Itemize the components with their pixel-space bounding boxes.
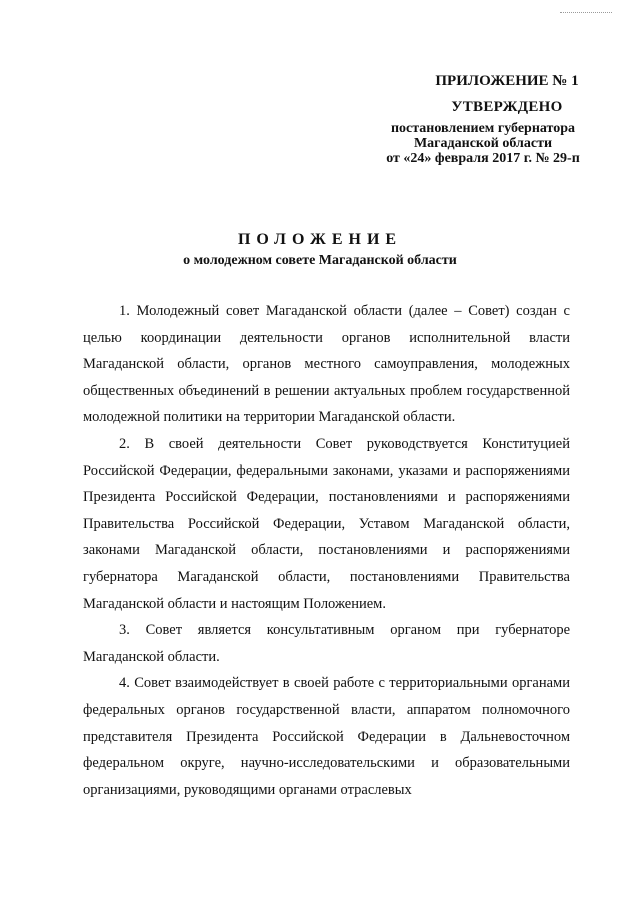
scan-corner-mark	[560, 2, 612, 13]
decree-line-2: Магаданской области	[413, 136, 553, 151]
approved-label: УТВЕРЖДЕНО	[451, 99, 563, 115]
document-subtitle: о молодежном совете Магаданской области	[183, 253, 457, 268]
decree-line-3: от «24» февраля 2017 г. № 29-п	[386, 151, 580, 166]
appendix-label: ПРИЛОЖЕНИЕ № 1	[435, 73, 579, 89]
document-body	[83, 298, 570, 803]
document-title: ПОЛОЖЕНИЕ	[237, 231, 403, 248]
paragraph-2: 2. В своей деятельности Совет руководствуется Конституцией Российской Федерации, федеральными законами, указами и распоряжениями Президента Российской Федерации, постановлениями и распоряжениями Правительства Российской Федерации, Уставом Магаданской области, законами Магаданской области, постановлениями и распоряжениями губернатора Магаданской области, постановлениями Правительства Магаданской области и настоящим Положением.	[83, 435, 570, 612]
paragraph-4: 4. Совет взаимодействует в своей работе с территориальными органами федеральных органов государственной власти, аппаратом полномочного представителя Президента Российской Федерации в Дальневосточном федеральном округе, научно-исследовательскими и образовательными организациями, руководящими органами отраслевых	[83, 675, 570, 798]
decree-line-1: постановлением губернатора	[390, 121, 576, 136]
paragraph-3: 3. Совет является консультативным органом при губернаторе Магаданской области.	[83, 622, 570, 665]
paragraph-1: 1. Молодежный совет Магаданской области (далее – Совет) создан с целью координации деятельности органов исполнительной власти Магаданской области, органов местного самоуправления, молодежных общественных объединений в решении актуальных проблем государственной молодежной политики на территории Магаданской области.	[83, 303, 570, 426]
decree-reference	[368, 121, 598, 166]
